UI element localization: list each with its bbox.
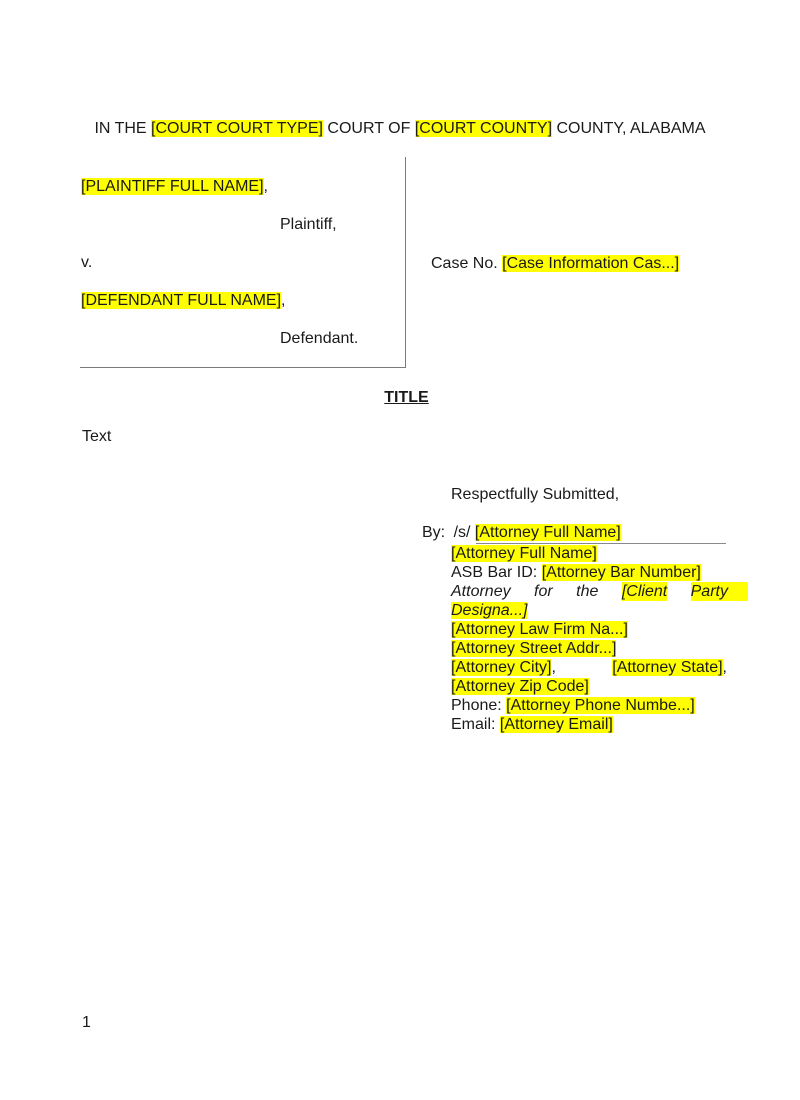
s-mark: /s/: [453, 524, 471, 541]
phone-field[interactable]: [Attorney Phone Numbe...]: [506, 697, 695, 714]
state-comma: ,: [722, 659, 727, 676]
email-field[interactable]: [Attorney Email]: [499, 716, 613, 733]
document-title: TITLE: [384, 389, 429, 406]
court-suffix: COUNTY, ALABAMA: [556, 120, 706, 137]
client-word-2[interactable]: Party: [691, 582, 748, 601]
attorney-for-word-1: Attorney: [451, 583, 511, 600]
defendant-line: [81, 291, 285, 310]
court-type-field[interactable]: [COURT COURT TYPE]: [151, 120, 323, 137]
city-comma: ,: [551, 659, 556, 676]
plaintiff-label: Plaintiff,: [280, 216, 337, 233]
case-no-label: Case No.: [431, 255, 498, 272]
city-state-line: [451, 658, 727, 677]
plaintiff-line: [81, 177, 268, 196]
street-address-field[interactable]: [Attorney Street Addr...]: [451, 640, 617, 657]
signature-row: [422, 523, 621, 542]
case-caption-box: [80, 157, 406, 368]
attorney-info-block: [451, 544, 748, 734]
state-field[interactable]: [Attorney State]: [612, 659, 723, 676]
client-word-1[interactable]: [Client: [621, 583, 668, 600]
city-field[interactable]: [Attorney City]: [451, 659, 552, 676]
defendant-name-field[interactable]: [DEFENDANT FULL NAME]: [81, 292, 282, 309]
court-header: [0, 119, 800, 138]
attorney-name-line: [451, 544, 748, 563]
zip-code-field[interactable]: [Attorney Zip Code]: [451, 678, 589, 695]
bar-id-line: [451, 563, 748, 582]
attorney-for-word-3: the: [576, 583, 599, 600]
law-firm-field[interactable]: [Attorney Law Firm Na...]: [451, 621, 628, 638]
client-designation-line: [451, 601, 748, 620]
page-number: 1: [82, 1014, 91, 1031]
signer-name-field[interactable]: [Attorney Full Name]: [474, 524, 621, 541]
case-no-field[interactable]: [Case Information Cas...]: [502, 255, 680, 272]
attorney-for-word-2: for: [534, 583, 553, 600]
court-county-field[interactable]: [COURT COUNTY]: [414, 120, 553, 137]
phone-label: Phone:: [451, 697, 502, 714]
street-line: [451, 639, 748, 658]
attorney-for-line: [451, 582, 748, 601]
case-number-line: [431, 254, 679, 273]
plaintiff-name-field[interactable]: [PLAINTIFF FULL NAME]: [81, 178, 264, 195]
defendant-label: Defendant.: [280, 330, 359, 347]
client-designation-field[interactable]: Designa...]: [451, 602, 528, 619]
court-prefix: IN THE: [94, 120, 147, 137]
body-text: Text: [82, 428, 112, 445]
email-line: [451, 715, 748, 734]
attorney-name-field[interactable]: [Attorney Full Name]: [451, 545, 597, 562]
firm-line: [451, 620, 748, 639]
bar-id-label: ASB Bar ID:: [451, 564, 538, 581]
plaintiff-comma: ,: [263, 178, 268, 195]
phone-line: [451, 696, 748, 715]
closing-text: Respectfully Submitted,: [451, 486, 620, 503]
court-middle: COURT OF: [327, 120, 411, 137]
zip-line: [451, 677, 748, 696]
email-label: Email:: [451, 716, 496, 733]
bar-number-field[interactable]: [Attorney Bar Number]: [541, 564, 701, 581]
by-label: By:: [422, 524, 446, 541]
versus-label: v.: [81, 254, 93, 271]
defendant-comma: ,: [281, 292, 286, 309]
